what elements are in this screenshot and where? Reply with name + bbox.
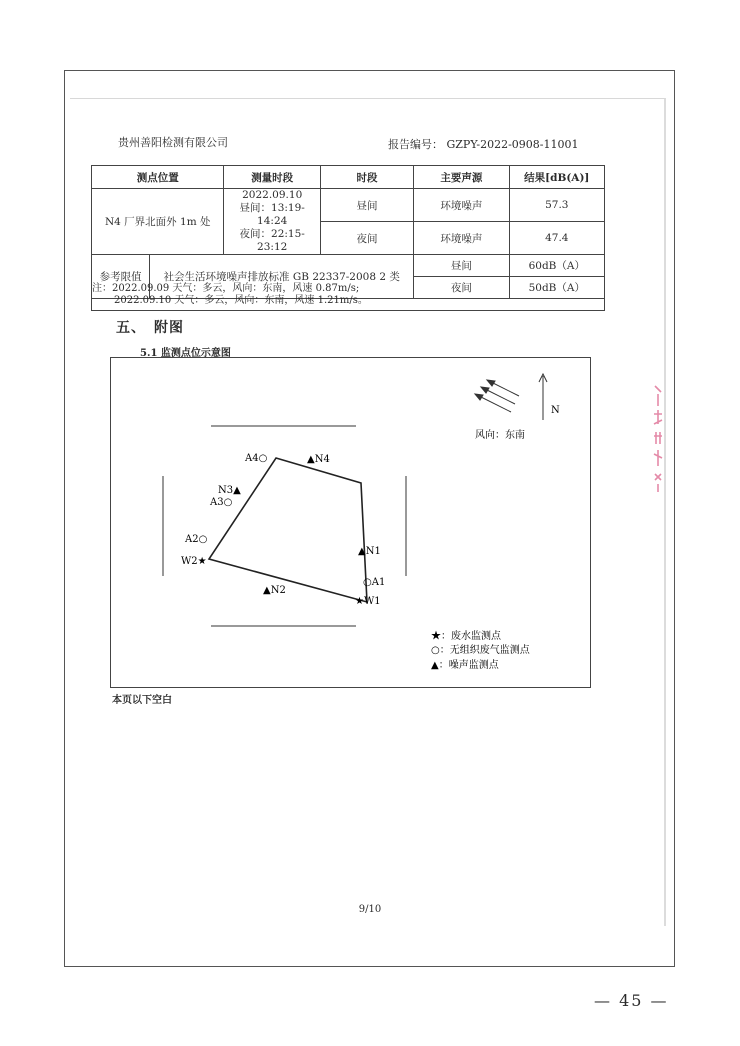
location-cell: N4 厂界北面外 1m 处	[92, 189, 224, 255]
point-N1: ▲N1	[358, 546, 381, 557]
table-header-row	[92, 166, 605, 189]
day-time-range: 昼间：13:19-14:24	[239, 202, 305, 227]
source-cell: 环境噪声	[414, 222, 509, 255]
reference-label-cell: 参考限值	[92, 255, 150, 299]
col-header-location: 测点位置	[92, 166, 224, 189]
note-line: 2022.09.10 天气：多云，风向：东南，风速 1.21m/s。	[114, 295, 368, 306]
source-cell: 环境噪声	[414, 189, 509, 222]
page-number: 9/10	[358, 904, 382, 915]
north-label: N	[551, 405, 560, 416]
point-N2: ▲N2	[263, 585, 286, 596]
col-header-measure-time: 测量时段	[224, 166, 320, 189]
point-A1: ○A1	[363, 577, 386, 588]
wind-direction-icon	[475, 380, 519, 412]
diagram-svg	[111, 358, 592, 689]
table-row	[92, 255, 605, 277]
ref-period-cell: 昼间	[414, 255, 509, 277]
col-header-period: 时段	[320, 166, 413, 189]
col-header-result: 结果[dB(A)]	[509, 166, 604, 189]
report-number: 报告编号： GZPY-2022-0908-11001	[388, 138, 579, 151]
period-cell: 夜间	[320, 222, 413, 255]
point-W2: W2★	[181, 556, 207, 567]
result-cell: 47.4	[509, 222, 604, 255]
section-title: 五、 附图	[116, 320, 184, 336]
point-A3: A3○	[210, 497, 233, 508]
reference-standard-cell: 社会生活环境噪声排放标准 GB 22337-2008 2 类	[150, 255, 414, 299]
footer-page-number: — 45 —	[594, 991, 669, 1010]
blank-page-note: 本页以下空白	[112, 695, 172, 706]
night-time-range: 夜间：22:15-23:12	[239, 228, 305, 253]
seal-stamp-icon	[652, 384, 664, 494]
legend-exhaust-gas: ○：无组织废气监测点	[431, 645, 530, 656]
legend-wastewater: ★：废水监测点	[431, 631, 501, 642]
point-A4: A4○	[245, 453, 268, 464]
ref-period-cell: 夜间	[414, 277, 509, 299]
point-N3: N3▲	[218, 485, 241, 496]
results-table	[91, 165, 605, 299]
period-cell: 昼间	[320, 189, 413, 222]
result-cell: 57.3	[509, 189, 604, 222]
col-header-source: 主要声源	[414, 166, 509, 189]
monitoring-site-diagram	[110, 357, 591, 688]
north-arrow-icon	[539, 374, 547, 420]
weather-note	[91, 283, 605, 311]
measure-time-cell	[224, 189, 320, 255]
section-subtitle: 5.1 监测点位示意图	[140, 348, 231, 359]
legend-noise: ▲：噪声监测点	[431, 660, 499, 671]
company-name: 贵州善阳检测有限公司	[118, 136, 228, 149]
table-row	[92, 189, 605, 222]
point-N4: ▲N4	[307, 454, 330, 465]
site-boundary-polygon	[209, 458, 367, 602]
point-W1: ★W1	[355, 596, 381, 607]
measure-date: 2022.09.10	[242, 189, 303, 201]
wind-label: 风向：东南	[475, 430, 525, 441]
note-line: 注：2022.09.09 天气：多云，风向：东南，风速 0.87m/s;	[92, 283, 360, 294]
ref-limit-cell: 60dB（A）	[509, 255, 604, 277]
point-A2: A2○	[185, 534, 208, 545]
ref-limit-cell: 50dB（A）	[509, 277, 604, 299]
